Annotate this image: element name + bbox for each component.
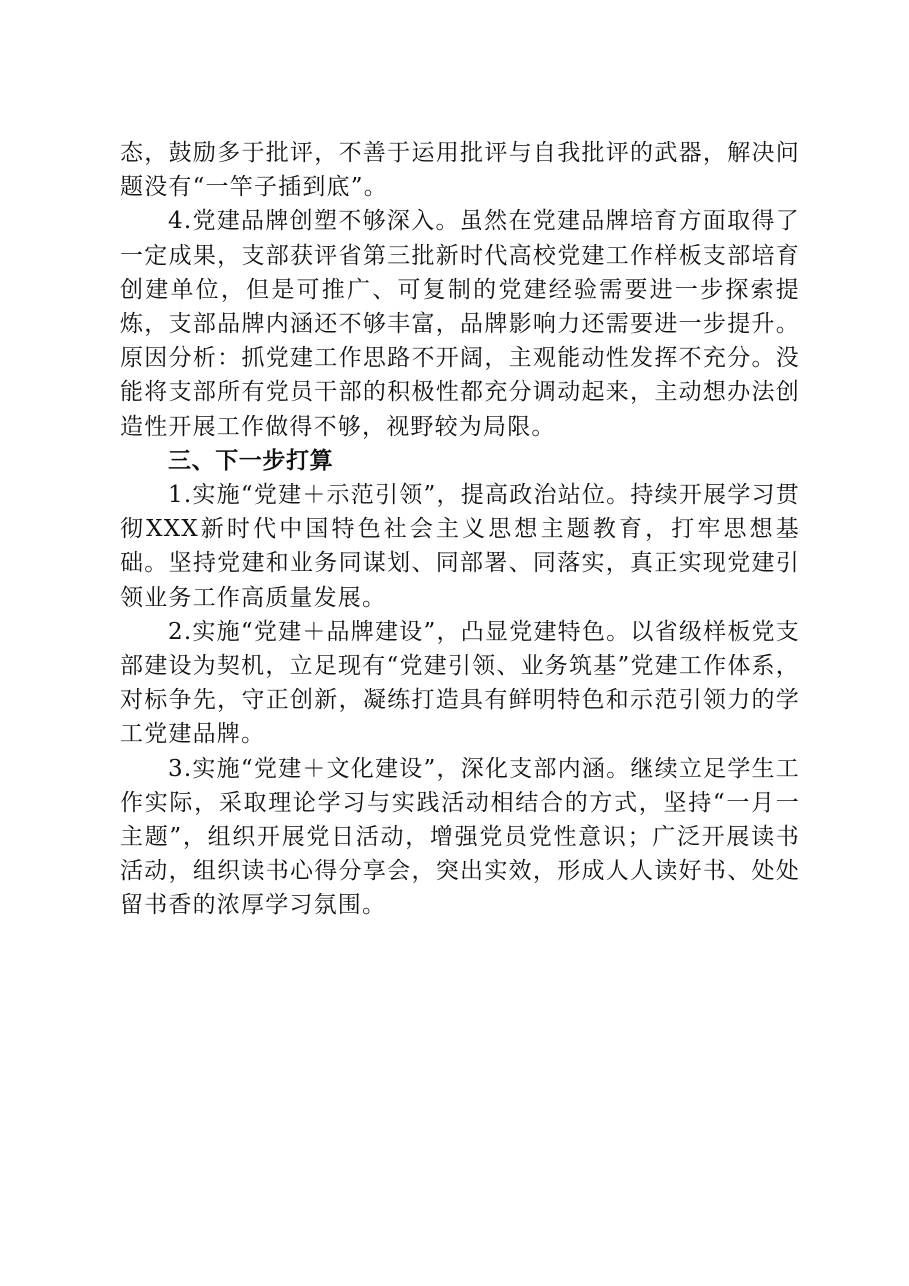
section-heading-next-steps: 三、下一步打算 xyxy=(168,447,334,474)
paragraph-item-1-demonstration: 1.实施“党建＋示范引领”，提高政治站位。持续开展学习贯彻XXX新时代中国特色社会主义思想主题教育，打牢思想基础。坚持党建和业务同谋划、同部署、同落实，真正实现党建引领业务工作高质量发展。 xyxy=(120,482,800,611)
paragraph-item-4-brand-building: 4.党建品牌创塑不够深入。虽然在党建品牌培育方面取得了一定成果，支部获评省第三批新时代高校党建工作样板支部培育创建单位，但是可推广、可复制的党建经验需要进一步探索提炼，支部品牌内涵还不够丰富，品牌影响力还需要进一步提升。原因分析：抓党建工作思路不开阔，主观能动性发挥不充分。没能将支部所有党员干部的积极性都充分调动起来，主动想办法创造性开展工作做得不够，视野较为局限。 xyxy=(120,208,800,440)
paragraph-item-2-brand: 2.实施“党建＋品牌建设”，凸显党建特色。以省级样板党支部建设为契机，立足现有“党建引领、业务筑基”党建工作体系，对标争先，守正创新，凝练打造具有鲜明特色和示范引领力的学工党建品牌。 xyxy=(120,618,800,748)
paragraph-item-3-culture: 3.实施“党建＋文化建设”，深化支部内涵。继续立足学生工作实际，采取理论学习与实践活动相结合的方式，坚持“一月一主题”，组织开展党日活动，增强党员党性意识；广泛开展读书活动，组织读书心得分享会，突出实效，形成人人读好书、处处留书香的浓厚学习氛围。 xyxy=(120,755,800,919)
paragraph-continuation: 态，鼓励多于批评，不善于运用批评与自我批评的武器，解决问题没有“一竿子插到底”。 xyxy=(120,140,800,201)
document-page xyxy=(120,136,800,923)
